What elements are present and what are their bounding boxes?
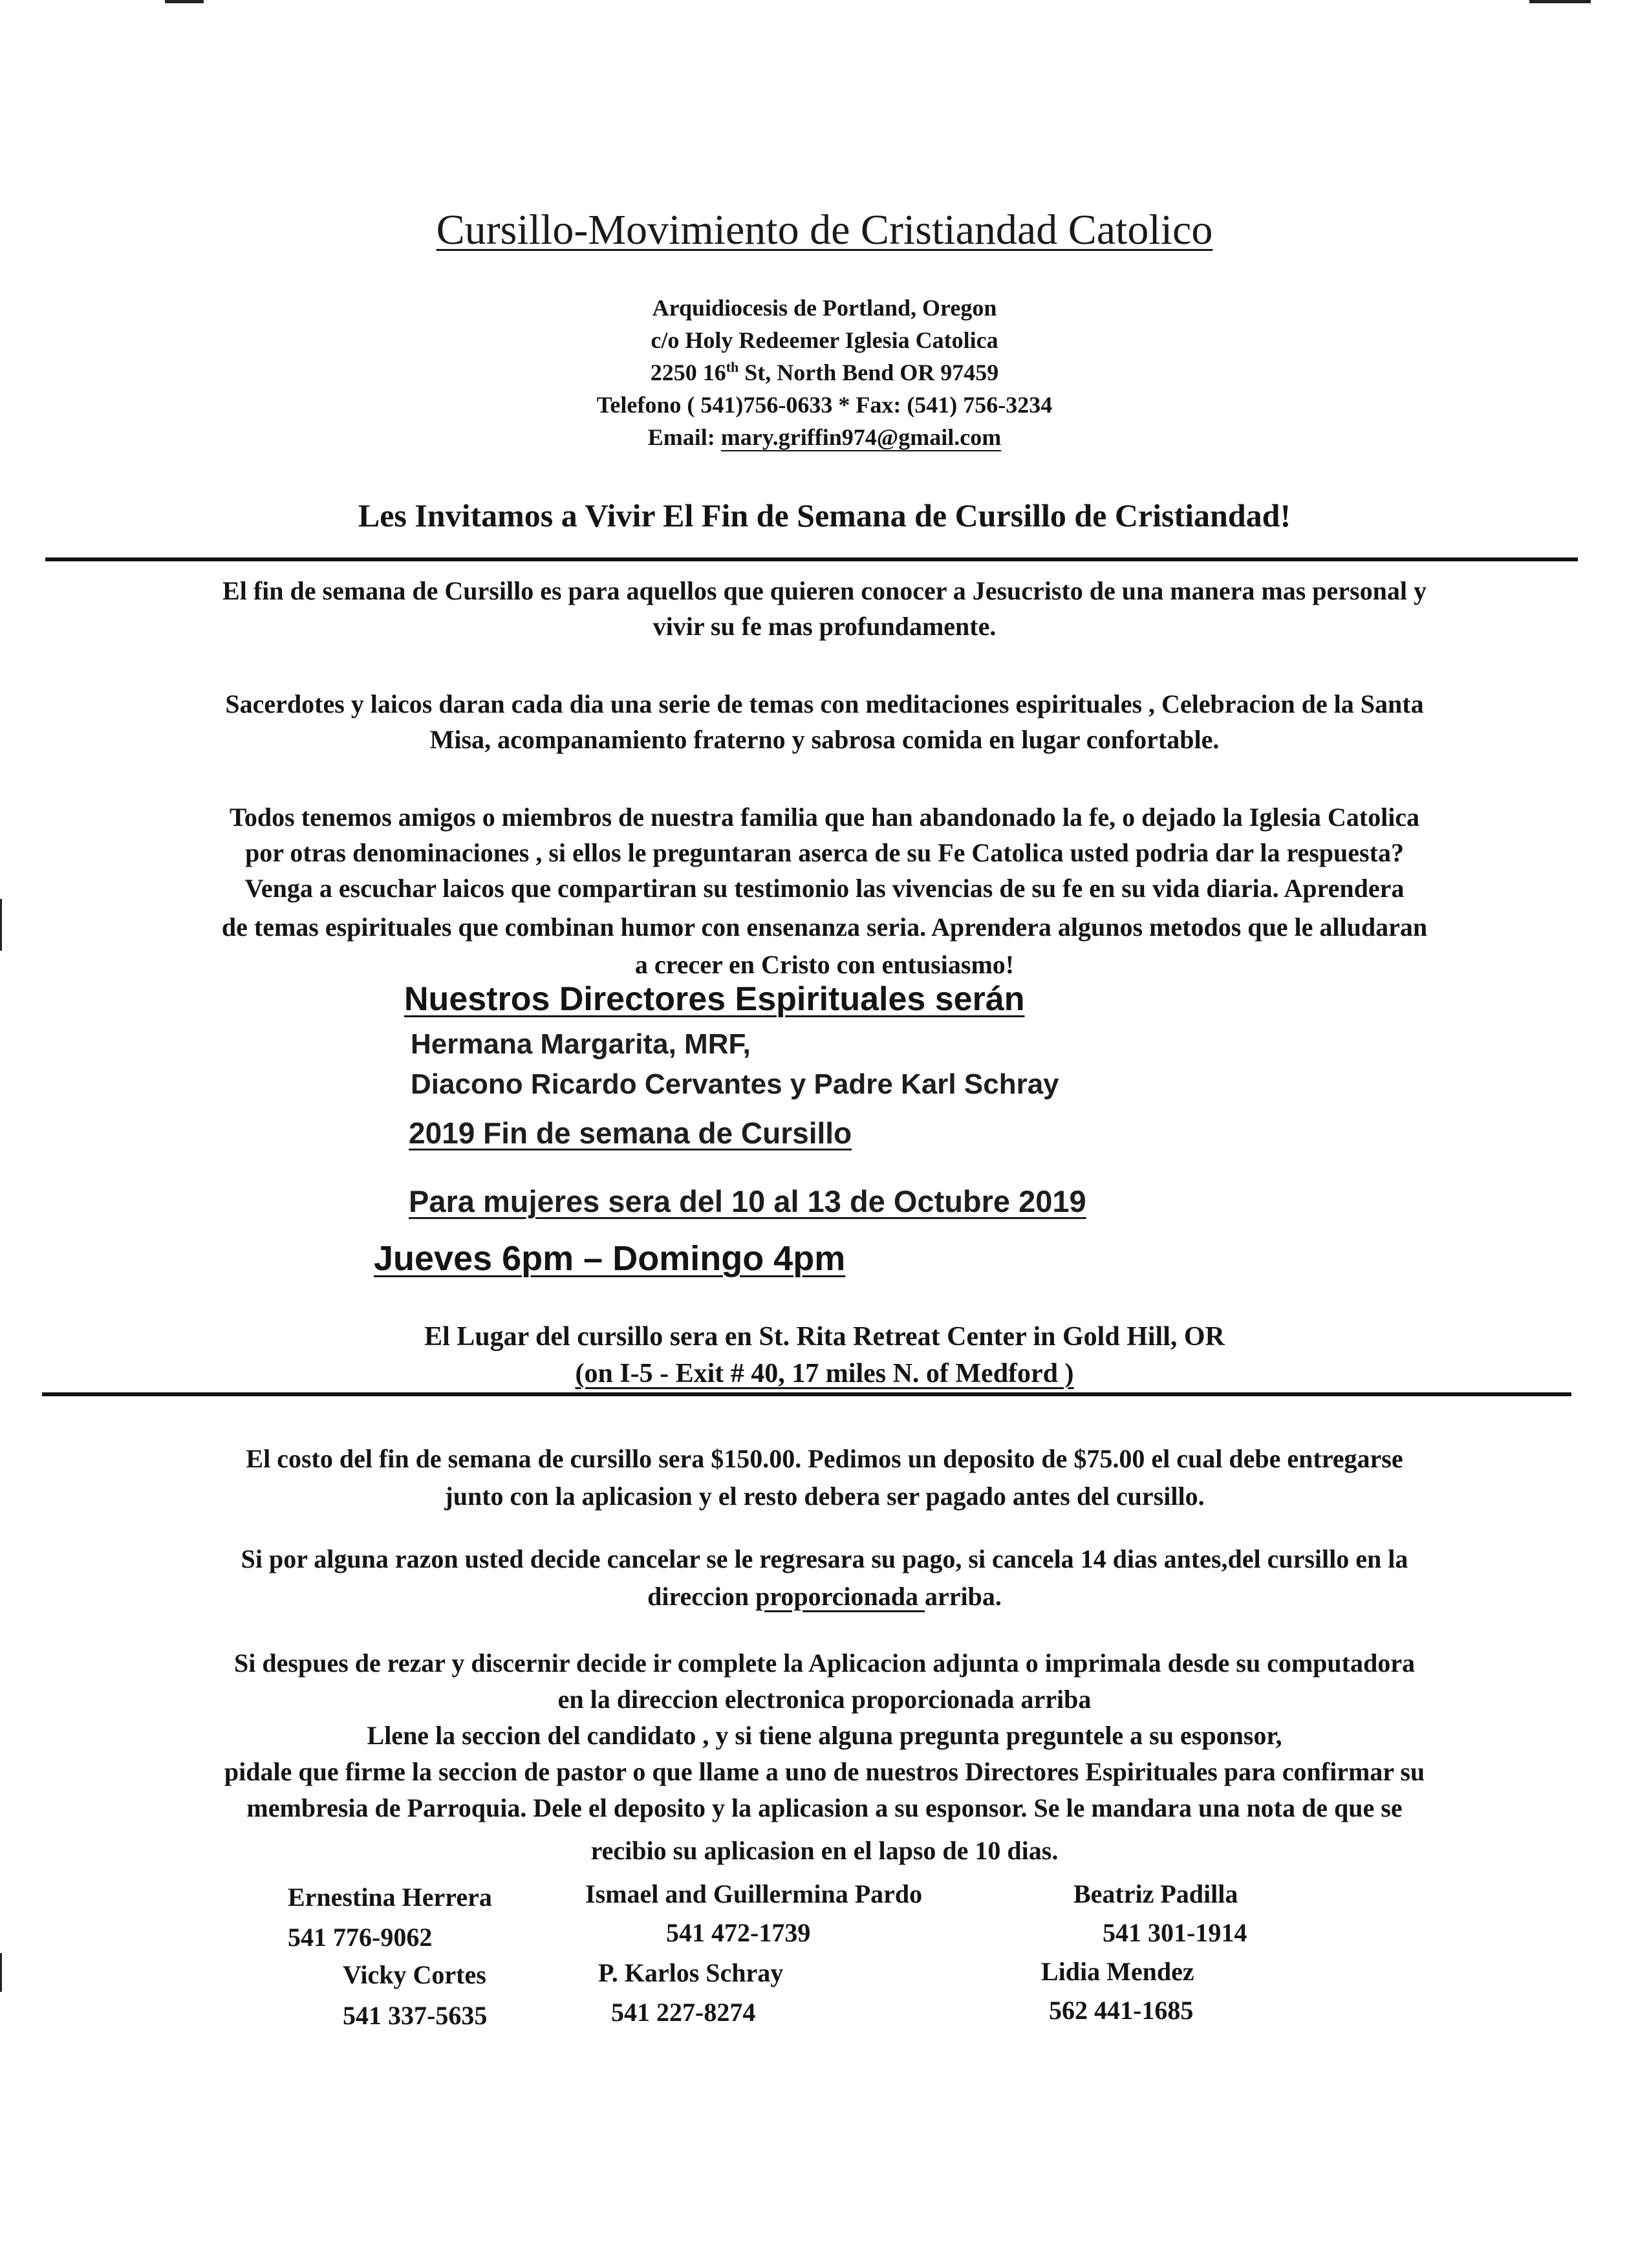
archdiocese: Arquidiocesis de Portland, Oregon [652,295,997,321]
contact-phone: 541 227-8274 [611,1998,756,2027]
event-location: El Lugar del cursillo sera en St. Rita Retreat Center in Gold Hill, OR [424,1322,1225,1352]
intro-p2-line1: Sacerdotes y laicos daran cada dia una serie de temas con meditaciones espirituales , Celebracion de la Santa [225,689,1424,718]
intro-p1-line1: El fin de semana de Cursillo es para aquellos que quieren conocer a Jesucristo de una manera mas personal y [222,576,1427,605]
intro-p3-line2: por otras denominaciones , si ellos le preguntaran aserca de su Fe Catolica usted podria dar la respuesta? [245,838,1404,867]
contact-phone: 541 776-9062 [288,1923,433,1952]
contact-name: Beatriz Padilla [1073,1879,1238,1908]
contact-phone: 541 337-5635 [343,2001,488,2030]
event-directions: (on I-5 - Exit # 40, 17 miles N. of Medford ) [575,1359,1074,1388]
contact-name: Ernestina Herrera [288,1883,492,1912]
apply-line1: Si despues de rezar y discernir decide ir complete la Aplicacion adjunta o imprimala desde su computadora [234,1648,1415,1678]
apply-line6: recibio su aplicasion en el lapso de 10 dias. [590,1836,1059,1865]
contact-phones: Telefono ( 541)756-0633 * Fax: (541) 756-3234 [596,392,1053,418]
cancel-line2-start: direccion [647,1582,756,1611]
intro-p2-line2: Misa, acompanamiento fraterno y sabrosa comida en lugar confortable. [429,725,1220,754]
contact-phone: 541 301-1914 [1103,1918,1247,1947]
intro-p1-line2: vivir su fe mas profundamente. [652,612,997,641]
cancel-line2 [0,1581,1649,1612]
care-of: c/o Holy Redeemer Iglesia Catolica [651,327,998,353]
scan-mark-top-left [165,0,204,3]
contact-phone: 562 441-1685 [1049,1996,1194,2025]
scan-mark-left-edge-2 [0,1953,2,1992]
cost-line1: El costo del fin de semana de cursillo sera $150.00. Pedimos un deposito de $75.00 el cual debe entregarse [246,1444,1403,1473]
apply-line2: en la direccion electronica proporcionada arriba [557,1685,1092,1714]
directors-line2: Diacono Ricardo Cervantes y Padre Karl Schray [411,1068,1059,1100]
intro-p3-line5: a crecer en Cristo con entusiasmo! [634,950,1015,979]
email-line [0,424,1649,451]
directors-line1: Hermana Margarita, MRF, [411,1028,751,1060]
cancel-line2-underlined: proporcionada [755,1582,925,1611]
intro-p3-line1: Todos tenemos amigos o miembros de nuestra familia que han abandonado la fe, o dejado la Iglesia Catolica [229,803,1420,832]
page-title: Cursillo-Movimiento de Cristiandad Catolico [436,206,1213,254]
intro-p3-line3: Venga a escuchar laicos que compartiran su testimonio las vivencias de su fe en su vida diaria. Aprendera [244,874,1405,903]
cancel-line1: Si por alguna razon usted decide cancelar se le regresara su pago, si cancela 14 dias antes,del cursillo en la [241,1544,1408,1573]
event-dates: Para mujeres sera del 10 al 13 de Octubre 2019 [409,1184,1086,1218]
email-label: Email: [647,424,721,450]
address [0,359,1649,386]
event-times: Jueves 6pm – Domingo 4pm [374,1239,846,1278]
email-link[interactable]: mary.griffin974@gmail.com [720,424,1002,450]
contact-phone: 541 472-1739 [666,1918,811,1947]
cost-line2: junto con la aplicasion y el resto debera ser pagado antes del cursillo. [444,1482,1205,1511]
contact-name: P. Karlos Schray [598,1958,784,1987]
contact-name: Ismael and Guillermina Pardo [585,1879,923,1908]
intro-p3-line4: de temas espirituales que combinan humor con ensenanza seria. Aprendera algunos metodos que le alludaran [221,913,1428,942]
address-rest: St, North Bend OR 97459 [738,360,999,385]
contact-name: Vicky Cortes [343,1960,486,1989]
contact-name: Lidia Mendez [1041,1957,1194,1986]
address-suffix: th [726,359,739,375]
directors-heading: Nuestros Directores Espirituales serán [404,980,1025,1018]
apply-line3: Llene la seccion del candidato , y si tiene alguna pregunta preguntele a su esponsor, [367,1721,1282,1750]
address-number: 2250 16 [650,360,726,385]
scan-mark-top-right [1529,0,1591,3]
weekend-heading: 2019 Fin de semana de Cursillo [409,1116,852,1150]
divider-top [45,557,1578,561]
apply-line5: membresia de Parroquia. Dele el deposito y la aplicasion a su esponsor. Se le mandara una nota de que se [246,1793,1403,1822]
cancel-line2-end: arriba. [925,1582,1002,1611]
apply-line4: pidale que firme la seccion de pastor o que llame a uno de nuestros Directores Espirituales para confirmar su [224,1757,1425,1786]
divider-bottom [42,1392,1571,1396]
invitation-heading: Les Invitamos a Vivir El Fin de Semana de Cursillo de Cristiandad! [358,497,1291,534]
